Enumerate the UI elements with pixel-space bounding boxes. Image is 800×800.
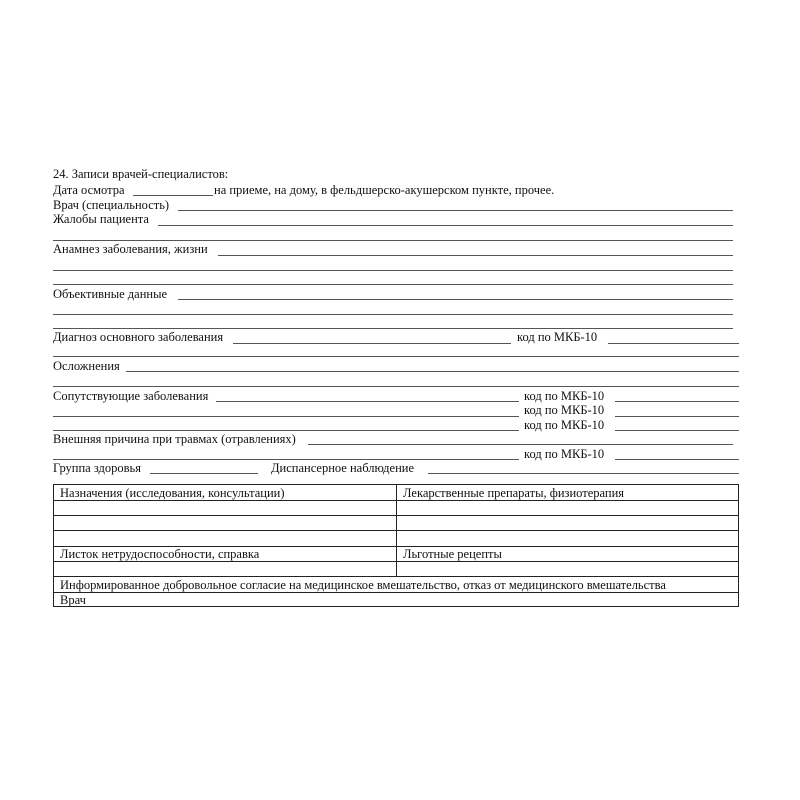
external-cause-label: Внешняя причина при травмах (отравлениях)	[53, 432, 296, 446]
consent-text: Информированное добровольное согласие на медицинское вмешательство, отказ от медицинского вмешательства	[60, 578, 666, 592]
main-diagnosis-icd-label: код по МКБ-10	[517, 330, 598, 344]
anamnesis-label: Анамнез заболевания, жизни	[53, 242, 208, 256]
exam-date-label: Дата осмотра	[53, 183, 125, 197]
preferential-prescriptions-label: Льготные рецепты	[403, 547, 502, 561]
medications-cell-3[interactable]	[397, 531, 738, 545]
medications-cell-1[interactable]	[397, 501, 738, 515]
anamnesis-field[interactable]	[218, 255, 733, 256]
prescriptions-cell-3[interactable]	[54, 531, 396, 545]
health-group-label: Группа здоровья	[53, 461, 142, 475]
complications-field[interactable]	[126, 371, 739, 372]
medications-cell-2[interactable]	[397, 516, 738, 530]
comorbid-field-line-2[interactable]	[53, 416, 519, 417]
prescriptions-cell-2[interactable]	[54, 516, 396, 530]
dispensary-field[interactable]	[428, 473, 739, 474]
complaints-field-line-2[interactable]	[53, 240, 733, 241]
objective-field[interactable]	[178, 299, 733, 300]
doctor-signature-label: Врач	[60, 593, 86, 607]
dispensary-label: Диспансерное наблюдение	[271, 461, 415, 475]
objective-field-line-3[interactable]	[53, 328, 733, 329]
complaints-field[interactable]	[158, 225, 733, 226]
prescriptions-cell-1[interactable]	[54, 501, 396, 515]
external-cause-icd-field[interactable]	[615, 459, 739, 460]
complications-field-line-2[interactable]	[53, 386, 739, 387]
sick-leave-label: Листок нетрудоспособности, справка	[60, 547, 260, 561]
external-cause-field-line-2[interactable]	[53, 459, 519, 460]
comorbid-field[interactable]	[216, 401, 519, 402]
sick-leave-cell[interactable]	[54, 562, 396, 576]
section-title: 24. Записи врачей-специалистов:	[53, 167, 229, 181]
external-cause-field[interactable]	[308, 444, 733, 445]
comorbid-icd-field-1[interactable]	[615, 401, 739, 402]
main-diagnosis-icd-field[interactable]	[608, 343, 739, 344]
comorbid-icd-label-3: код по МКБ-10	[524, 418, 605, 432]
main-diagnosis-field[interactable]	[233, 343, 511, 344]
health-group-field[interactable]	[150, 473, 258, 474]
complaints-label: Жалобы пациента	[53, 212, 149, 226]
medications-header: Лекарственные препараты, физиотерапия	[403, 486, 625, 500]
main-diagnosis-label: Диагноз основного заболевания	[53, 330, 224, 344]
objective-field-line-2[interactable]	[53, 314, 733, 315]
exam-date-field[interactable]	[133, 195, 213, 196]
comorbid-icd-field-2[interactable]	[615, 416, 739, 417]
doctor-specialty-field[interactable]	[178, 210, 733, 211]
table-row-divider	[53, 576, 739, 577]
objective-label: Объективные данные	[53, 287, 168, 301]
doctor-specialty-label: Врач (специальность)	[53, 198, 170, 212]
main-diagnosis-field-line-2[interactable]	[53, 356, 739, 357]
comorbid-label: Сопутствующие заболевания	[53, 389, 209, 403]
comorbid-icd-field-3[interactable]	[615, 430, 739, 431]
comorbid-icd-label-2: код по МКБ-10	[524, 403, 605, 417]
prescriptions-header: Назначения (исследования, консультации)	[60, 486, 285, 500]
table-row-divider	[53, 592, 739, 593]
anamnesis-field-line-3[interactable]	[53, 284, 733, 285]
complications-label: Осложнения	[53, 359, 120, 373]
exam-place-text: на приеме, на дому, в фельдшерско-акушерском пункте, прочее.	[214, 183, 555, 197]
anamnesis-field-line-2[interactable]	[53, 270, 733, 271]
comorbid-field-line-3[interactable]	[53, 430, 519, 431]
comorbid-icd-label-1: код по МКБ-10	[524, 389, 605, 403]
preferential-prescriptions-cell[interactable]	[397, 562, 738, 576]
external-cause-icd-label: код по МКБ-10	[524, 447, 605, 461]
